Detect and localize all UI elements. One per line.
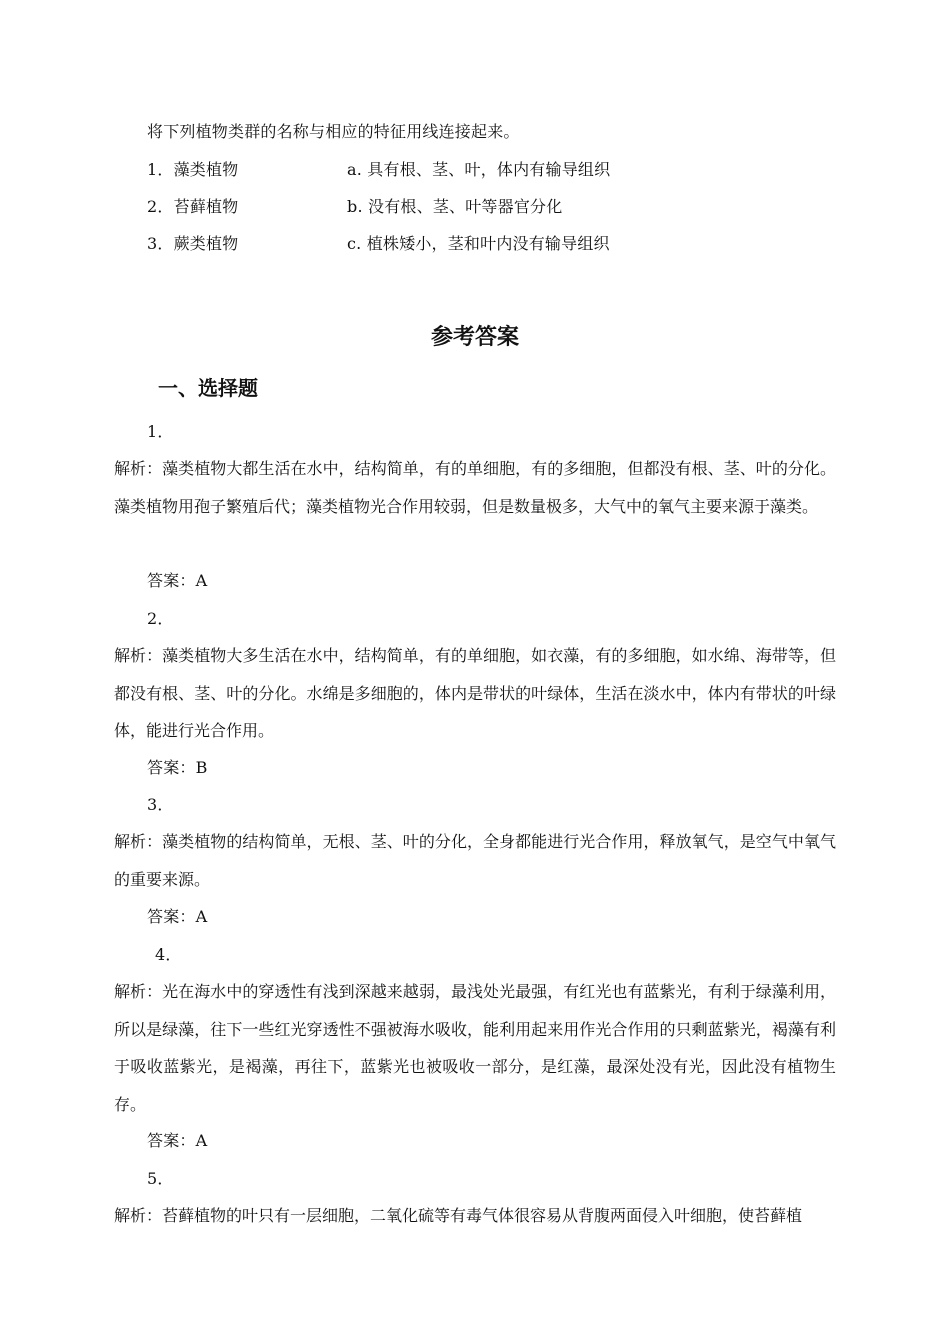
item-answer-3: 答案：A — [147, 907, 208, 926]
right-item-a: a. 具有根、茎、叶，体内有输导组织 — [347, 160, 611, 179]
left-item-1: 1．藻类植物 — [147, 160, 239, 179]
item-answer-4: 答案：A — [147, 1131, 208, 1150]
item-number-2: 2． — [147, 609, 174, 628]
item-analysis-1: 解析：藻类植物大都生活在水中，结构简单，有的单细胞，有的多细胞，但都没有根、茎、叶的分化。藻类植物用孢子繁殖后代；藻类植物光合作用较弱，但是数量极多，大气中的氧气主要来源于藻类。 — [114, 459, 836, 516]
item-answer-1: 答案：A — [147, 571, 208, 590]
left-item-2: 2．苔藓植物 — [147, 197, 239, 216]
left-item-3: 3．蕨类植物 — [147, 234, 239, 253]
item-answer-2: 答案：B — [147, 758, 208, 777]
right-item-b: b. 没有根、茎、叶等器官分化 — [347, 197, 563, 216]
question-instruction: 将下列植物类群的名称与相应的特征用线连接起来。 — [147, 122, 520, 141]
item-analysis-4: 解析：光在海水中的穿透性有浅到深越来越弱，最浅处光最强，有红光也有蓝紫光，有利于绿藻利用，所以是绿藻，往下一些红光穿透性不强被海水吸收，能利用起来用作光合作用的只剩蓝紫光，褐藻有利于吸收蓝紫光，是褐藻，再往下，蓝紫光也被吸收一部分，是红藻，最深处没有光，因此没有植物生存。 — [114, 982, 836, 1114]
item-number-3: 3． — [147, 795, 174, 814]
item-analysis-5: 解析：苔藓植物的叶只有一层细胞，二氧化硫等有毒气体很容易从背腹两面侵入叶细胞，使苔藓植 — [114, 1206, 803, 1225]
item-analysis-3: 解析：藻类植物的结构简单，无根、茎、叶的分化，全身都能进行光合作用，释放氧气，是空气中氧气的重要来源。 — [114, 832, 836, 889]
section-title: 一、选择题 — [158, 376, 258, 400]
right-item-c: c. 植株矮小，茎和叶内没有输导组织 — [347, 234, 610, 253]
answers-title: 参考答案 — [430, 325, 519, 350]
item-number-4: 4． — [155, 945, 182, 964]
item-analysis-2: 解析：藻类植物大多生活在水中，结构简单，有的单细胞，如衣藻，有的多细胞，如水绵、海带等，但都没有根、茎、叶的分化。水绵是多细胞的，体内是带状的叶绿体，生活在淡水中，体内有带状的叶绿体，能进行光合作用。 — [114, 646, 836, 740]
item-number-1: 1． — [147, 422, 174, 441]
item-number-5: 5． — [147, 1169, 174, 1188]
